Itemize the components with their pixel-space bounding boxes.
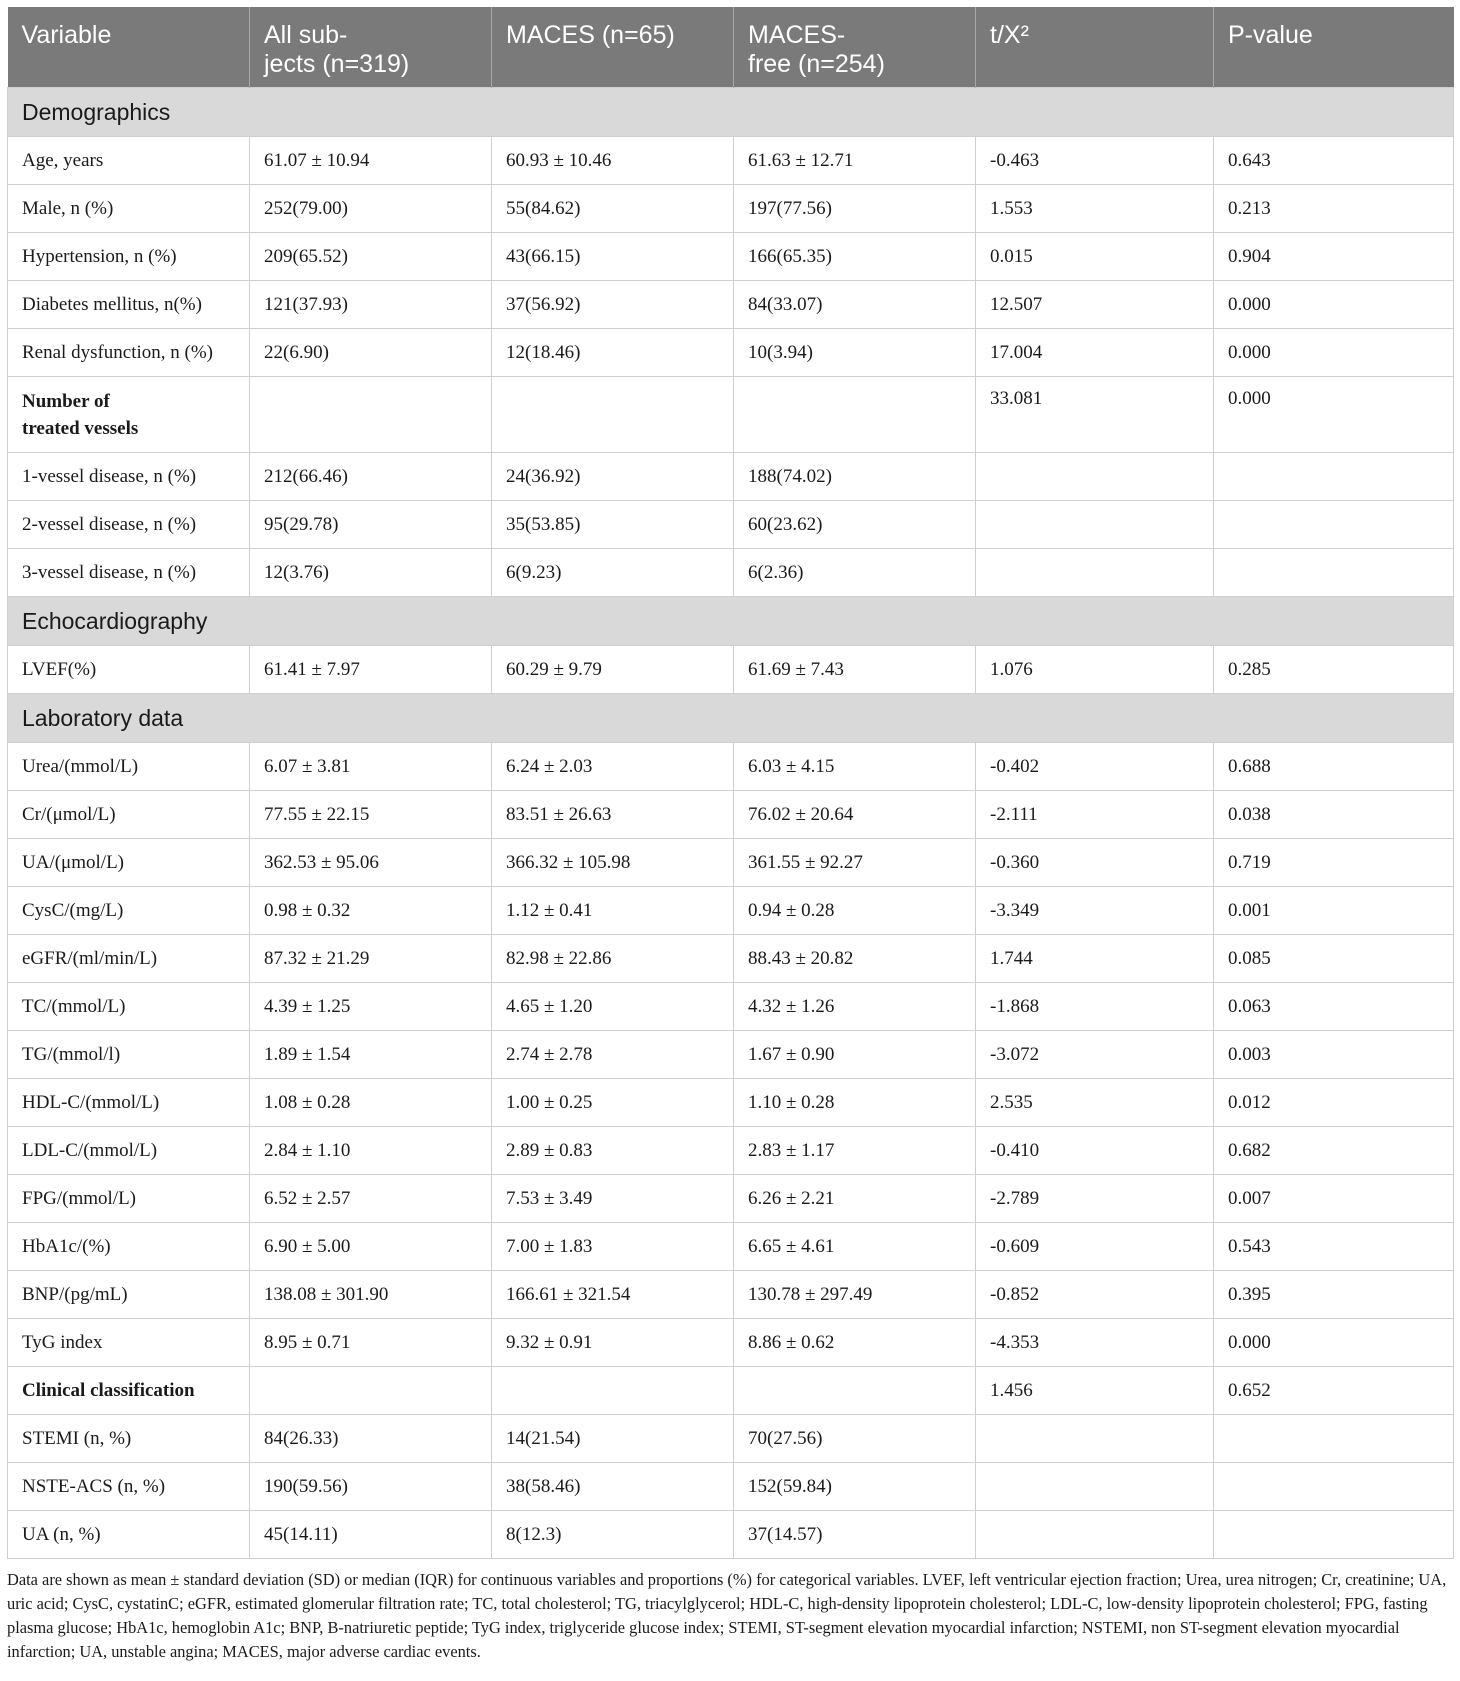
maces-free-cell: 61.63 ± 12.71 bbox=[734, 137, 976, 185]
statistic-cell: -1.868 bbox=[976, 983, 1214, 1031]
maces-cell: 366.32 ± 105.98 bbox=[492, 839, 734, 887]
statistic-cell: -2.111 bbox=[976, 791, 1214, 839]
p-value-cell: 0.643 bbox=[1214, 137, 1454, 185]
table-row bbox=[8, 1319, 1454, 1367]
table-row bbox=[8, 887, 1454, 935]
maces-cell: 8(12.3) bbox=[492, 1511, 734, 1559]
maces-free-cell bbox=[734, 1367, 976, 1415]
variable-cell: LDL-C/(mmol/L) bbox=[8, 1127, 250, 1175]
maces-free-cell: 152(59.84) bbox=[734, 1463, 976, 1511]
all-subjects-cell: 84(26.33) bbox=[250, 1415, 492, 1463]
variable-cell: LVEF(%) bbox=[8, 646, 250, 694]
maces-free-cell: 2.83 ± 1.17 bbox=[734, 1127, 976, 1175]
maces-free-cell bbox=[734, 377, 976, 453]
maces-cell: 60.29 ± 9.79 bbox=[492, 646, 734, 694]
maces-free-cell: 61.69 ± 7.43 bbox=[734, 646, 976, 694]
variable-cell: TC/(mmol/L) bbox=[8, 983, 250, 1031]
variable-cell: Diabetes mellitus, n(%) bbox=[8, 281, 250, 329]
maces-free-cell: 8.86 ± 0.62 bbox=[734, 1319, 976, 1367]
statistic-cell bbox=[976, 1511, 1214, 1559]
all-subjects-cell: 8.95 ± 0.71 bbox=[250, 1319, 492, 1367]
maces-free-cell: 166(65.35) bbox=[734, 233, 976, 281]
all-subjects-cell bbox=[250, 1367, 492, 1415]
maces-cell: 24(36.92) bbox=[492, 453, 734, 501]
variable-cell: 3-vessel disease, n (%) bbox=[8, 549, 250, 597]
maces-cell: 55(84.62) bbox=[492, 185, 734, 233]
maces-free-cell: 37(14.57) bbox=[734, 1511, 976, 1559]
p-value-cell: 0.007 bbox=[1214, 1175, 1454, 1223]
maces-cell: 12(18.46) bbox=[492, 329, 734, 377]
maces-cell: 1.00 ± 0.25 bbox=[492, 1079, 734, 1127]
header-maces-free: MACES- free (n=254) bbox=[734, 7, 976, 88]
variable-cell: Clinical classification bbox=[8, 1367, 250, 1415]
statistic-cell: -2.789 bbox=[976, 1175, 1214, 1223]
statistic-cell: -0.360 bbox=[976, 839, 1214, 887]
all-subjects-cell bbox=[250, 377, 492, 453]
p-value-cell: 0.000 bbox=[1214, 377, 1454, 453]
table-row bbox=[8, 791, 1454, 839]
maces-free-cell: 4.32 ± 1.26 bbox=[734, 983, 976, 1031]
all-subjects-cell: 6.52 ± 2.57 bbox=[250, 1175, 492, 1223]
maces-free-cell: 88.43 ± 20.82 bbox=[734, 935, 976, 983]
p-value-cell: 0.719 bbox=[1214, 839, 1454, 887]
table-row bbox=[8, 1175, 1454, 1223]
statistic-cell: -0.402 bbox=[976, 743, 1214, 791]
header-maces: MACES (n=65) bbox=[492, 7, 734, 88]
variable-cell: Cr/(μmol/L) bbox=[8, 791, 250, 839]
all-subjects-cell: 6.90 ± 5.00 bbox=[250, 1223, 492, 1271]
statistic-cell: -4.353 bbox=[976, 1319, 1214, 1367]
table-row bbox=[8, 1031, 1454, 1079]
maces-free-cell: 6.65 ± 4.61 bbox=[734, 1223, 976, 1271]
p-value-cell: 0.000 bbox=[1214, 1319, 1454, 1367]
all-subjects-cell: 1.89 ± 1.54 bbox=[250, 1031, 492, 1079]
maces-cell: 1.12 ± 0.41 bbox=[492, 887, 734, 935]
statistic-cell: -3.349 bbox=[976, 887, 1214, 935]
maces-cell: 14(21.54) bbox=[492, 1415, 734, 1463]
statistic-cell bbox=[976, 453, 1214, 501]
statistic-cell: -0.609 bbox=[976, 1223, 1214, 1271]
header-p-value: P-value bbox=[1214, 7, 1454, 88]
all-subjects-cell: 77.55 ± 22.15 bbox=[250, 791, 492, 839]
table-row bbox=[8, 1079, 1454, 1127]
all-subjects-cell: 61.07 ± 10.94 bbox=[250, 137, 492, 185]
all-subjects-cell: 45(14.11) bbox=[250, 1511, 492, 1559]
p-value-cell: 0.213 bbox=[1214, 185, 1454, 233]
variable-cell: HbA1c/(%) bbox=[8, 1223, 250, 1271]
maces-free-cell: 84(33.07) bbox=[734, 281, 976, 329]
p-value-cell bbox=[1214, 453, 1454, 501]
table-row bbox=[8, 1127, 1454, 1175]
all-subjects-cell: 61.41 ± 7.97 bbox=[250, 646, 492, 694]
variable-cell: STEMI (n, %) bbox=[8, 1415, 250, 1463]
maces-free-cell: 6(2.36) bbox=[734, 549, 976, 597]
variable-cell: UA/(μmol/L) bbox=[8, 839, 250, 887]
maces-free-cell: 60(23.62) bbox=[734, 501, 976, 549]
maces-cell: 6.24 ± 2.03 bbox=[492, 743, 734, 791]
variable-cell: FPG/(mmol/L) bbox=[8, 1175, 250, 1223]
table-row bbox=[8, 1223, 1454, 1271]
p-value-cell: 0.543 bbox=[1214, 1223, 1454, 1271]
table-body bbox=[8, 88, 1454, 1559]
table-row bbox=[8, 983, 1454, 1031]
section-header-demographics bbox=[8, 88, 1454, 137]
table-row bbox=[8, 646, 1454, 694]
variable-cell: Age, years bbox=[8, 137, 250, 185]
all-subjects-cell: 87.32 ± 21.29 bbox=[250, 935, 492, 983]
maces-free-cell: 70(27.56) bbox=[734, 1415, 976, 1463]
p-value-cell: 0.688 bbox=[1214, 743, 1454, 791]
header-statistic: t/X² bbox=[976, 7, 1214, 88]
p-value-cell: 0.000 bbox=[1214, 329, 1454, 377]
maces-free-cell: 188(74.02) bbox=[734, 453, 976, 501]
p-value-cell: 0.682 bbox=[1214, 1127, 1454, 1175]
header-row bbox=[8, 7, 1454, 88]
statistic-cell: 1.076 bbox=[976, 646, 1214, 694]
maces-cell: 9.32 ± 0.91 bbox=[492, 1319, 734, 1367]
statistic-cell bbox=[976, 549, 1214, 597]
maces-cell: 37(56.92) bbox=[492, 281, 734, 329]
header-variable: Variable bbox=[8, 7, 250, 88]
p-value-cell: 0.395 bbox=[1214, 1271, 1454, 1319]
section-title: Echocardiography bbox=[8, 597, 1454, 646]
data-table bbox=[7, 7, 1454, 1559]
variable-cell: 1-vessel disease, n (%) bbox=[8, 453, 250, 501]
table-row bbox=[8, 281, 1454, 329]
section-title: Laboratory data bbox=[8, 694, 1454, 743]
variable-cell: Hypertension, n (%) bbox=[8, 233, 250, 281]
maces-cell: 2.89 ± 0.83 bbox=[492, 1127, 734, 1175]
maces-free-cell: 1.10 ± 0.28 bbox=[734, 1079, 976, 1127]
variable-cell: Male, n (%) bbox=[8, 185, 250, 233]
statistic-cell bbox=[976, 501, 1214, 549]
maces-cell: 60.93 ± 10.46 bbox=[492, 137, 734, 185]
variable-cell: BNP/(pg/mL) bbox=[8, 1271, 250, 1319]
statistic-cell bbox=[976, 1415, 1214, 1463]
statistic-cell: 2.535 bbox=[976, 1079, 1214, 1127]
table-row bbox=[8, 1367, 1454, 1415]
all-subjects-cell: 2.84 ± 1.10 bbox=[250, 1127, 492, 1175]
p-value-cell: 0.001 bbox=[1214, 887, 1454, 935]
section-header-echo bbox=[8, 597, 1454, 646]
variable-cell: Renal dysfunction, n (%) bbox=[8, 329, 250, 377]
maces-cell: 82.98 ± 22.86 bbox=[492, 935, 734, 983]
p-value-cell: 0.012 bbox=[1214, 1079, 1454, 1127]
table-container bbox=[7, 7, 1453, 1559]
maces-free-cell: 6.26 ± 2.21 bbox=[734, 1175, 976, 1223]
maces-free-cell: 0.94 ± 0.28 bbox=[734, 887, 976, 935]
all-subjects-cell: 212(66.46) bbox=[250, 453, 492, 501]
statistic-cell: 0.015 bbox=[976, 233, 1214, 281]
maces-cell: 35(53.85) bbox=[492, 501, 734, 549]
variable-cell: Urea/(mmol/L) bbox=[8, 743, 250, 791]
table-row bbox=[8, 329, 1454, 377]
all-subjects-cell: 209(65.52) bbox=[250, 233, 492, 281]
table-row bbox=[8, 453, 1454, 501]
statistic-cell: -0.410 bbox=[976, 1127, 1214, 1175]
table-row bbox=[8, 185, 1454, 233]
table-row bbox=[8, 743, 1454, 791]
all-subjects-cell: 362.53 ± 95.06 bbox=[250, 839, 492, 887]
maces-free-cell: 6.03 ± 4.15 bbox=[734, 743, 976, 791]
all-subjects-cell: 95(29.78) bbox=[250, 501, 492, 549]
variable-cell: HDL-C/(mmol/L) bbox=[8, 1079, 250, 1127]
all-subjects-cell: 12(3.76) bbox=[250, 549, 492, 597]
maces-cell: 7.00 ± 1.83 bbox=[492, 1223, 734, 1271]
p-value-cell bbox=[1214, 501, 1454, 549]
table-row bbox=[8, 377, 1454, 453]
maces-free-cell: 1.67 ± 0.90 bbox=[734, 1031, 976, 1079]
p-value-cell bbox=[1214, 1511, 1454, 1559]
table-row bbox=[8, 233, 1454, 281]
all-subjects-cell: 4.39 ± 1.25 bbox=[250, 983, 492, 1031]
maces-free-cell: 197(77.56) bbox=[734, 185, 976, 233]
p-value-cell: 0.285 bbox=[1214, 646, 1454, 694]
table-footnote: Data are shown as mean ± standard deviation (SD) or median (IQR) for continuous variables and proportions (%) for categorical variables. LVEF, left ventricular ejection fraction; Urea, urea nitrogen; Cr, creatinine; UA, uric acid; CysC, cystatinC; eGFR, estimated glomerular filtration rate; TC, total cholesterol; TG, triacylglycerol; HDL-C, high-density lipoprotein cholesterol; LDL-C, low-density lipoprotein cholesterol; FPG, fasting plasma glucose; HbA1c, hemoglobin A1c; BNP, B-natriuretic peptide; TyG index, triglyceride glucose index; STEMI, ST-segment elevation myocardial infarction; NSTEMI, non ST-segment elevation myocardial infarction; UA, unstable angina; MACES, major adverse cardiac events. bbox=[7, 1570, 1447, 1661]
p-value-cell: 0.652 bbox=[1214, 1367, 1454, 1415]
statistic-cell: 1.456 bbox=[976, 1367, 1214, 1415]
p-value-cell: 0.000 bbox=[1214, 281, 1454, 329]
p-value-cell: 0.063 bbox=[1214, 983, 1454, 1031]
maces-cell bbox=[492, 1367, 734, 1415]
all-subjects-cell: 1.08 ± 0.28 bbox=[250, 1079, 492, 1127]
statistic-cell: 12.507 bbox=[976, 281, 1214, 329]
table-row bbox=[8, 501, 1454, 549]
p-value-cell: 0.085 bbox=[1214, 935, 1454, 983]
statistic-cell: -0.463 bbox=[976, 137, 1214, 185]
table-row bbox=[8, 1463, 1454, 1511]
section-title: Demographics bbox=[8, 88, 1454, 137]
statistic-cell bbox=[976, 1463, 1214, 1511]
maces-free-cell: 361.55 ± 92.27 bbox=[734, 839, 976, 887]
header-all-subjects: All sub- jects (n=319) bbox=[250, 7, 492, 88]
variable-cell: TyG index bbox=[8, 1319, 250, 1367]
p-value-cell bbox=[1214, 1463, 1454, 1511]
p-value-cell: 0.003 bbox=[1214, 1031, 1454, 1079]
table-row bbox=[8, 549, 1454, 597]
p-value-cell bbox=[1214, 1415, 1454, 1463]
all-subjects-cell: 22(6.90) bbox=[250, 329, 492, 377]
all-subjects-cell: 138.08 ± 301.90 bbox=[250, 1271, 492, 1319]
table-row bbox=[8, 137, 1454, 185]
table-row bbox=[8, 1415, 1454, 1463]
p-value-cell bbox=[1214, 549, 1454, 597]
statistic-cell: -0.852 bbox=[976, 1271, 1214, 1319]
all-subjects-cell: 190(59.56) bbox=[250, 1463, 492, 1511]
statistic-cell: 33.081 bbox=[976, 377, 1214, 453]
variable-cell: 2-vessel disease, n (%) bbox=[8, 501, 250, 549]
maces-free-cell: 130.78 ± 297.49 bbox=[734, 1271, 976, 1319]
all-subjects-cell: 252(79.00) bbox=[250, 185, 492, 233]
variable-cell: CysC/(mg/L) bbox=[8, 887, 250, 935]
statistic-cell: 1.744 bbox=[976, 935, 1214, 983]
statistic-cell: -3.072 bbox=[976, 1031, 1214, 1079]
maces-cell: 38(58.46) bbox=[492, 1463, 734, 1511]
variable-cell: UA (n, %) bbox=[8, 1511, 250, 1559]
maces-cell bbox=[492, 377, 734, 453]
maces-free-cell: 10(3.94) bbox=[734, 329, 976, 377]
table-row bbox=[8, 839, 1454, 887]
p-value-cell: 0.904 bbox=[1214, 233, 1454, 281]
maces-cell: 2.74 ± 2.78 bbox=[492, 1031, 734, 1079]
maces-cell: 4.65 ± 1.20 bbox=[492, 983, 734, 1031]
maces-cell: 43(66.15) bbox=[492, 233, 734, 281]
table-row bbox=[8, 935, 1454, 983]
maces-cell: 7.53 ± 3.49 bbox=[492, 1175, 734, 1223]
maces-cell: 6(9.23) bbox=[492, 549, 734, 597]
table-row bbox=[8, 1271, 1454, 1319]
variable-cell: eGFR/(ml/min/L) bbox=[8, 935, 250, 983]
statistic-cell: 17.004 bbox=[976, 329, 1214, 377]
variable-cell: Number of treated vessels bbox=[8, 377, 250, 453]
all-subjects-cell: 0.98 ± 0.32 bbox=[250, 887, 492, 935]
maces-cell: 83.51 ± 26.63 bbox=[492, 791, 734, 839]
section-header-lab bbox=[8, 694, 1454, 743]
maces-free-cell: 76.02 ± 20.64 bbox=[734, 791, 976, 839]
maces-cell: 166.61 ± 321.54 bbox=[492, 1271, 734, 1319]
all-subjects-cell: 6.07 ± 3.81 bbox=[250, 743, 492, 791]
all-subjects-cell: 121(37.93) bbox=[250, 281, 492, 329]
p-value-cell: 0.038 bbox=[1214, 791, 1454, 839]
statistic-cell: 1.553 bbox=[976, 185, 1214, 233]
variable-cell: NSTE-ACS (n, %) bbox=[8, 1463, 250, 1511]
table-row bbox=[8, 1511, 1454, 1559]
variable-cell: TG/(mmol/l) bbox=[8, 1031, 250, 1079]
